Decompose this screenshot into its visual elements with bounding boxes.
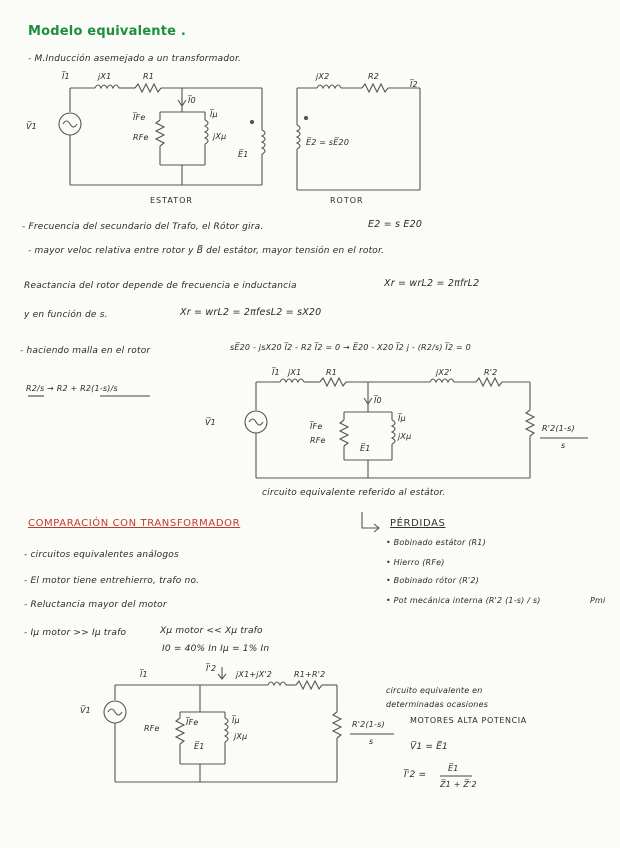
fig2-rfe: RFe xyxy=(310,436,326,445)
fig3-jxmu: jXμ xyxy=(234,732,248,741)
line-reactancia: Reactancia del rotor depende de frecuencia e inductancia xyxy=(24,281,297,291)
fig1-ife: I̅Fe xyxy=(133,113,146,122)
approx-note-1: circuito equivalente en xyxy=(386,686,483,695)
perdidas-heading: PÉRDIDAS xyxy=(390,518,446,529)
fig3-load-den: s xyxy=(369,737,374,746)
fig2-r2p: R'2 xyxy=(484,368,498,377)
comp-item-4: - Iμ motor >> Iμ trafo xyxy=(24,628,127,638)
intro-line: - M.Inducción asemejado a un transformador. xyxy=(28,54,242,64)
fig1-jxmu: jXμ xyxy=(213,132,227,141)
fig1-i1: I̅1 xyxy=(62,72,70,81)
line-velocidad: - mayor veloc relativa entre rotor y B̅ del estátor, mayor tensión en el rotor. xyxy=(28,246,385,256)
fig1-rotor-label: ROTOR xyxy=(330,196,364,205)
line-reactancia-eq: Xr = wrL2 = 2πfrL2 xyxy=(384,278,480,289)
comp-item-2: - El motor tiene entrehierro, trafo no. xyxy=(24,576,200,586)
fig3-i1: I̅1 xyxy=(140,670,148,679)
fig1-jx1: jX1 xyxy=(98,72,112,81)
page-title: Modelo equivalente . xyxy=(28,24,187,39)
rotor-circuit xyxy=(297,84,420,190)
referred-circuit xyxy=(245,378,534,478)
fig2-r1: R1 xyxy=(326,368,338,377)
comp-item-1: - circuitos equivalentes análogos xyxy=(24,550,179,560)
fig2-jx1: jX1 xyxy=(288,368,302,377)
fig2-e1: E̅1 xyxy=(360,444,371,453)
fig1-e1: E̅1 xyxy=(238,150,249,159)
fig3-ife: I̅Fe xyxy=(186,718,199,727)
approx-i2-den: Z̅1 + Z̅'2 xyxy=(440,780,477,789)
fig3-load-num: R'2(1-s) xyxy=(352,720,385,729)
perdidas-pmi: Pmi xyxy=(590,596,606,605)
fig1-e2-eq: E̅2 = sE̅20 xyxy=(306,138,350,147)
fig1-i0: I̅0 xyxy=(188,96,196,105)
fig3-imu: I̅μ xyxy=(232,716,240,725)
fig2-load-den: s xyxy=(561,441,566,450)
fig3-i2p: I̅'2 xyxy=(206,664,217,673)
fig1-r1: R1 xyxy=(143,72,155,81)
fig2-load-num: R'2(1-s) xyxy=(542,424,575,433)
line-malla: - haciendo malla en el rotor xyxy=(20,346,151,356)
line-malla-eq: sE̅20 - jsX20 I̅2 - R2 I̅2 = 0 → E̅20 - X20 I̅2 j - (R2/s) I̅2 = 0 xyxy=(230,343,471,352)
jxmu-coil xyxy=(205,120,208,144)
load-resistor xyxy=(526,410,534,436)
fig1-imu: I̅μ xyxy=(210,110,218,119)
r1-resistor xyxy=(135,84,161,92)
fig2-imu: I̅μ xyxy=(398,414,406,423)
perdidas-item-1: • Bobinado estátor (R1) xyxy=(386,538,486,547)
fig2-jx2p: jX2' xyxy=(436,368,452,377)
perdidas-item-4: • Pot mecánica interna (R'2 (1-s) / s) xyxy=(386,596,541,605)
fig2-v1: V̅1 xyxy=(205,418,216,427)
fig2-caption: circuito equivalente referido al estátor. xyxy=(262,488,446,498)
rfe-resistor xyxy=(156,120,164,146)
fig1-estator-label: ESTATOR xyxy=(150,196,193,205)
approx-note-2: determinadas ocasiones xyxy=(386,700,489,709)
e1-coil xyxy=(262,130,265,154)
line-frecuencia-eq: E2 = s E20 xyxy=(368,219,423,230)
line-funcion-s: y en función de s. xyxy=(24,310,108,320)
approx-i2-label: I̅'2 = xyxy=(404,770,427,780)
fig3-r1r2: R1+R'2 xyxy=(294,670,326,679)
fig2-jxmu: jXμ xyxy=(398,432,412,441)
fig1-i2: I̅2 xyxy=(410,80,418,89)
fig2-i0: I̅0 xyxy=(374,396,382,405)
fig3-e1: E̅1 xyxy=(194,742,205,751)
approx-circuit xyxy=(104,667,341,782)
stator-circuit xyxy=(59,84,265,185)
comp-item-4-eq: Xμ motor << Xμ trafo xyxy=(160,626,263,636)
fig2-ife: I̅Fe xyxy=(310,422,323,431)
perdidas-item-2: • Hierro (RFe) xyxy=(386,558,445,567)
fig3-rfe: RFe xyxy=(144,724,160,733)
fig1-rfe: RFe xyxy=(133,133,149,142)
jx1-coil xyxy=(95,85,119,88)
fig3-x1x2: jX1+jX'2 xyxy=(236,670,273,679)
fig2-i1: I̅1 xyxy=(272,368,280,377)
perdidas-item-3: • Bobinado rótor (R'2) xyxy=(386,576,479,585)
approx-note-3: MOTORES ALTA POTENCIA xyxy=(410,716,527,725)
approx-i2-num: E̅1 xyxy=(448,764,459,773)
comp-item-5: I0 = 40% In Iμ = 1% In xyxy=(162,644,270,654)
comparacion-heading: COMPARACIÓN CON TRANSFORMADOR xyxy=(28,518,241,529)
line-r2-transform: R2/s → R2 + R2(1-s)/s xyxy=(26,384,118,393)
comp-item-3: - Reluctancia mayor del motor xyxy=(24,600,167,610)
fig1-v1: V̅1 xyxy=(26,122,37,131)
fig1-jx2: jX2 xyxy=(316,72,330,81)
fig3-v1: V̅1 xyxy=(80,706,91,715)
approx-v1-eq: V̅1 = E̅1 xyxy=(410,742,448,752)
line-frecuencia: - Frecuencia del secundario del Trafo, el Rótor gira. xyxy=(22,222,264,232)
fig1-r2: R2 xyxy=(368,72,380,81)
line-funcion-s-eq: Xr = wrL2 = 2πfesL2 = sX20 xyxy=(180,307,322,318)
